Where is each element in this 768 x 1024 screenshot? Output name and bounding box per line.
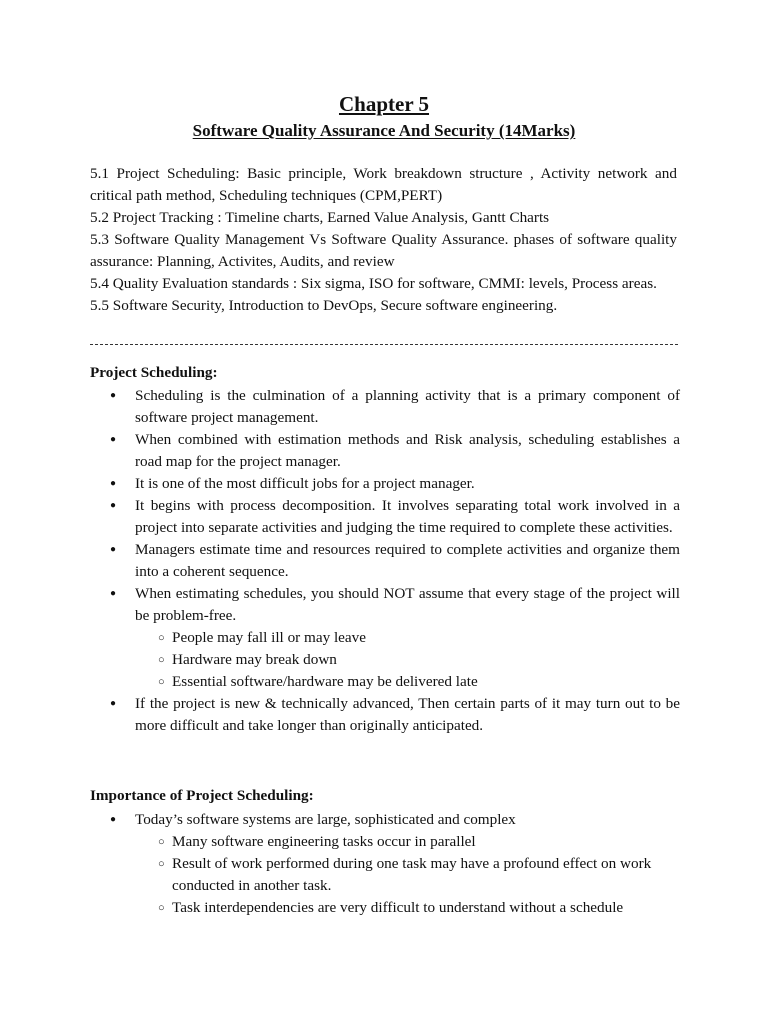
chapter-title: Chapter 5 [338,92,430,116]
sub-list-item-text: Many software engineering tasks occur in parallel [172,833,476,850]
syllabus-list [90,163,677,317]
sub-bullet-icon: ○ [158,836,165,848]
sub-list-item [90,853,680,897]
list-item: ● When combined with estimation methods and Risk analysis, scheduling establishes a road map for the project manager. [90,429,680,473]
sub-list-item [90,897,680,919]
list-item: ● Scheduling is the culmination of a planning activity that is a primary component of software project management. [90,385,680,429]
list-item: ● Today’s software systems are large, sophisticated and complex [90,809,680,831]
sub-bullet-icon: ○ [158,858,165,870]
sub-list-item [90,649,680,671]
syllabus-item: 5.1 Project Scheduling: Basic principle, Work breakdown structure , Activity network and critical path method, Scheduling techniques (CPM,PERT) [90,165,677,204]
list-item: ● It begins with process decomposition. It involves separating total work involved in a project into separate activities and judging the time required to complete these activities. [90,495,680,539]
sub-list-item [90,671,680,693]
list-item: ● It is one of the most difficult jobs for a project manager. [90,473,680,495]
syllabus-item: 5.2 Project Tracking : Timeline charts, Earned Value Analysis, Gantt Charts [90,209,550,226]
chapter-subtitle: Software Quality Assurance And Security (14Marks) [192,121,576,140]
sub-list-item-text: Task interdependencies are very difficult to understand without a schedule [172,899,624,916]
sub-list-item [90,627,680,649]
sub-bullet-icon: ○ [158,632,165,644]
sub-list-item [90,831,680,853]
sub-list-item-text: Result of work performed during one task may have a profound effect on work conducted in another task. [172,855,652,894]
list-item: ● When estimating schedules, you should NOT assume that every stage of the project will be problem-free. [90,583,680,627]
syllabus-item: 5.3 Software Quality Management Vs Software Quality Assurance. phases of software quality assurance: Planning, Activites, Audits, and review [90,231,677,270]
sub-bullet-icon: ○ [158,902,165,914]
list-item: ● Managers estimate time and resources required to complete activities and organize them into a coherent sequence. [90,539,680,583]
sub-list-item-text: Hardware may break down [172,651,337,668]
sub-bullet-icon: ○ [158,676,165,688]
section-heading-importance: Importance of Project Scheduling: [90,787,314,804]
sub-bullet-icon: ○ [158,654,165,666]
sub-list-item-text: Essential software/hardware may be delivered late [172,673,478,690]
project-scheduling-bullets [90,385,680,737]
dashed-divider [90,344,678,345]
list-item: ● If the project is new & technically advanced, Then certain parts of it may turn out to be more difficult and take longer than originally anticipated. [90,693,680,737]
importance-bullets [90,809,680,919]
syllabus-item: 5.5 Software Security, Introduction to DevOps, Secure software engineering. [90,297,558,314]
sub-list-item-text: People may fall ill or may leave [172,629,366,646]
section-heading-project-scheduling: Project Scheduling: [90,364,218,381]
syllabus-item: 5.4 Quality Evaluation standards : Six sigma, ISO for software, CMMI: levels, Process areas. [90,275,657,292]
